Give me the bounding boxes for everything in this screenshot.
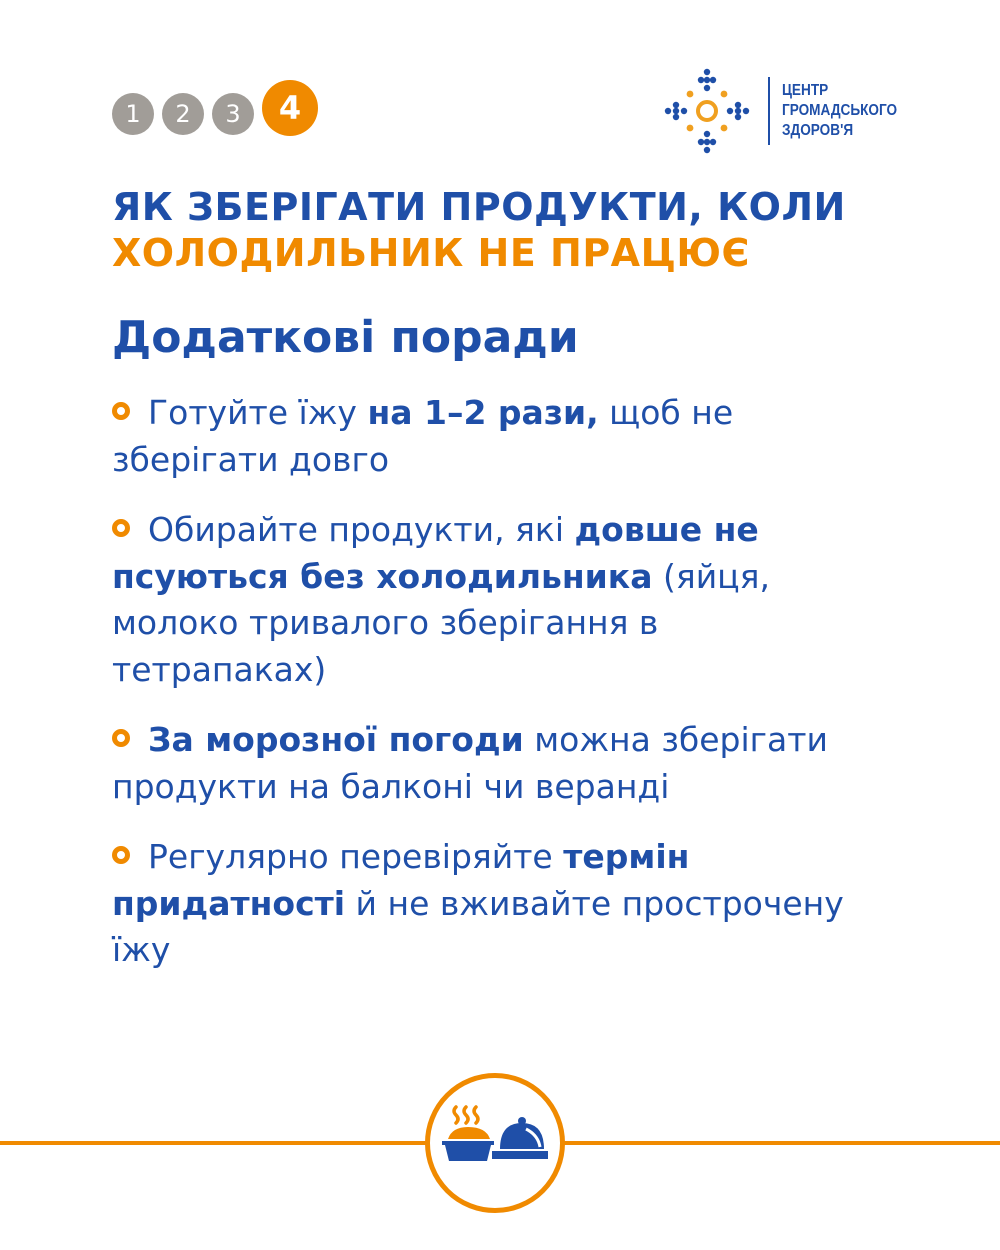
page-title — [112, 184, 932, 276]
tip-text: щоб не зберігати довго — [112, 393, 734, 479]
tip-item — [112, 507, 882, 693]
bullet-circle-icon — [112, 846, 130, 864]
tip-text: (яйця, молоко тривалого зберігання в тетрапаках) — [112, 556, 770, 689]
bullet-circle-icon — [112, 519, 130, 537]
food-serving-icon — [440, 1103, 550, 1183]
footer-badge — [425, 1073, 565, 1213]
tip-text: й не вживайте прострочену їжу — [112, 883, 844, 969]
tip-emphasis: довше не псуються без холодильника — [112, 510, 759, 596]
tip-emphasis: на 1–2 рази, — [367, 393, 599, 432]
logo-text: ЦЕНТР ГРОМАДСЬКОГО ЗДОРОВ'Я — [782, 82, 898, 139]
title-line-1: ЯК ЗБЕРІГАТИ ПРОДУКТИ, КОЛИ — [112, 185, 846, 229]
step-4-active: 4 — [262, 80, 318, 136]
tip-text: Регулярно перевіряйте — [148, 837, 564, 876]
tip-item — [112, 717, 882, 810]
step-2: 2 — [162, 93, 204, 135]
step-3: 3 — [212, 93, 254, 135]
bullet-circle-icon — [112, 402, 130, 420]
logo — [664, 68, 917, 154]
tip-text: Обирайте продукти, які — [148, 510, 575, 549]
tip-text: можна зберігати продукти на балконі чи веранді — [112, 720, 828, 806]
tips-list — [112, 390, 882, 998]
tip-emphasis: термін придатності — [112, 837, 690, 923]
tip-item — [112, 834, 882, 974]
step-1: 1 — [112, 93, 154, 135]
logo-ornament-icon — [664, 68, 750, 154]
tip-emphasis: За морозної погоди — [148, 720, 524, 759]
tip-text: Готуйте їжу — [148, 393, 368, 432]
title-line-2: ХОЛОДИЛЬНИК НЕ ПРАЦЮЄ — [112, 231, 750, 275]
subtitle: Додаткові поради — [112, 312, 579, 363]
logo-divider — [768, 77, 770, 145]
tip-item — [112, 390, 882, 483]
bullet-circle-icon — [112, 729, 130, 747]
step-indicator — [112, 89, 318, 136]
